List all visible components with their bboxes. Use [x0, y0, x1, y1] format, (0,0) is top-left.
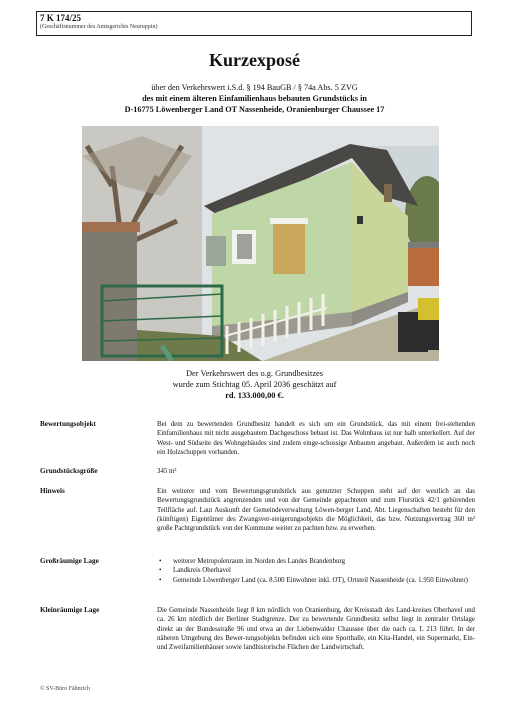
valuation-amount: rd. 133.000,00 €.	[225, 391, 284, 400]
text-grundstuecksgroesse: 345 m²	[157, 468, 177, 475]
house-photo	[82, 126, 439, 361]
list-item: • Gemeinde Löwenberger Land (ca. 8.500 Einwohner inkl. OT), Ortsteil Nassenheide (ca. 1.950 Einwohner)	[157, 576, 475, 585]
valuation-block	[0, 368, 509, 401]
intro-block	[0, 82, 509, 115]
intro-line-3: D-16775 Löwenberger Land OT Nassenheide, Oranienburger Chaussee 17	[124, 105, 385, 114]
text-kleinraeumige-lage: Die Gemeinde Nassenheide liegt 8 km nördlich von Oranienburg, der Kreisstadt des Land-kreises Oberhavel und ca. 26 km nördlich der Berliner Stadtgrenze. Der zu bewertende Grundbesitz selbst liegt in zentraler Ortslage direkt an der Bundesstraße 96 und etwa an der Liebenwalder Chaussee über die nach ca. L 213 führt. In der näheren Umgebung des Bewer-tungsobjekts befinden sich eine Sporthalle, ein Kita-Handel, ein Supermarkt, Ein- und Zweifamilienhäuser sowie landhistorische Flächen der Landwirtschaft.	[157, 607, 475, 652]
footer-credit: © SV-Büro Fähnrich	[40, 686, 91, 692]
valuation-line-2: wurde zum Stichtag 05. April 2036 geschätzt auf	[172, 380, 337, 389]
list-item: • Landkreis Oberhavel	[157, 566, 475, 575]
intro-line-2: des mit einem älteren Einfamilienhaus bebauten Grundstücks in	[142, 94, 367, 103]
valuation-line-1: Der Verkehrswert des o.g. Grundbesitzes	[185, 369, 324, 378]
list-grossraeumige-lage	[157, 557, 475, 585]
case-caption: (Geschäftsnummer des Amtsgerichts Neuruppin)	[40, 24, 158, 30]
page-title: Kurzexposé	[209, 50, 300, 70]
text-hinweis: Ein weiterer und vom Bewertungsgrundstück aus genutzter Schuppen steht auf der westlich an das Bewertungsgrundstück angrenzenden und von der Gemeinde gepachteten und zum Flurstück 42/1 gehörenden Teilfläche auf. Laut Auskunft der Gemeindeverwaltung Löwen-berger Land, Abt. Liegenschaften besteht für den (künftigen) Eigentümer des Zwangsver-steigerungsobjekts die Möglichkeit, das bzw. Nutzungsvertrag 360 m² große Pachtgrundstück von der Kommune weiter zu pachten bzw. zu erwerben.	[157, 488, 475, 533]
list-item: • weiterer Metropolenraum im Norden des Landes Brandenburg	[157, 557, 475, 566]
label-hinweis: Hinweis	[40, 487, 65, 495]
text-bewertungsobjekt: Bei dem zu bewertenden Grundbesitz handelt es sich um ein Grundstück, das mit einem frei-stehenden Einfamilienhaus mit nicht ausgebautem Dachgeschoss bebaut ist. Das Wohnhaus ist nur halb unterkellert. Auf der West- und Südseite des Wohngebäudes sind zudem einge-schossige Anbauten angebaut. Außerdem ist auch noch ein Holzschuppen vorhanden.	[157, 421, 475, 456]
intro-line-1: über den Verkehrswert i.S.d. § 194 BauGB / § 74a Abs. 5 ZVG	[151, 83, 358, 92]
case-number: 7 K 174/25	[40, 13, 82, 23]
label-kleinraeumige-lage: Kleinräumige Lage	[40, 606, 100, 614]
label-grossraeumige-lage: Großräumige Lage	[40, 557, 99, 565]
label-grundstuecksgroesse: Grundstücksgröße	[40, 467, 98, 475]
case-header-box	[36, 11, 472, 36]
label-bewertungsobjekt: Bewertungsobjekt	[40, 420, 96, 428]
